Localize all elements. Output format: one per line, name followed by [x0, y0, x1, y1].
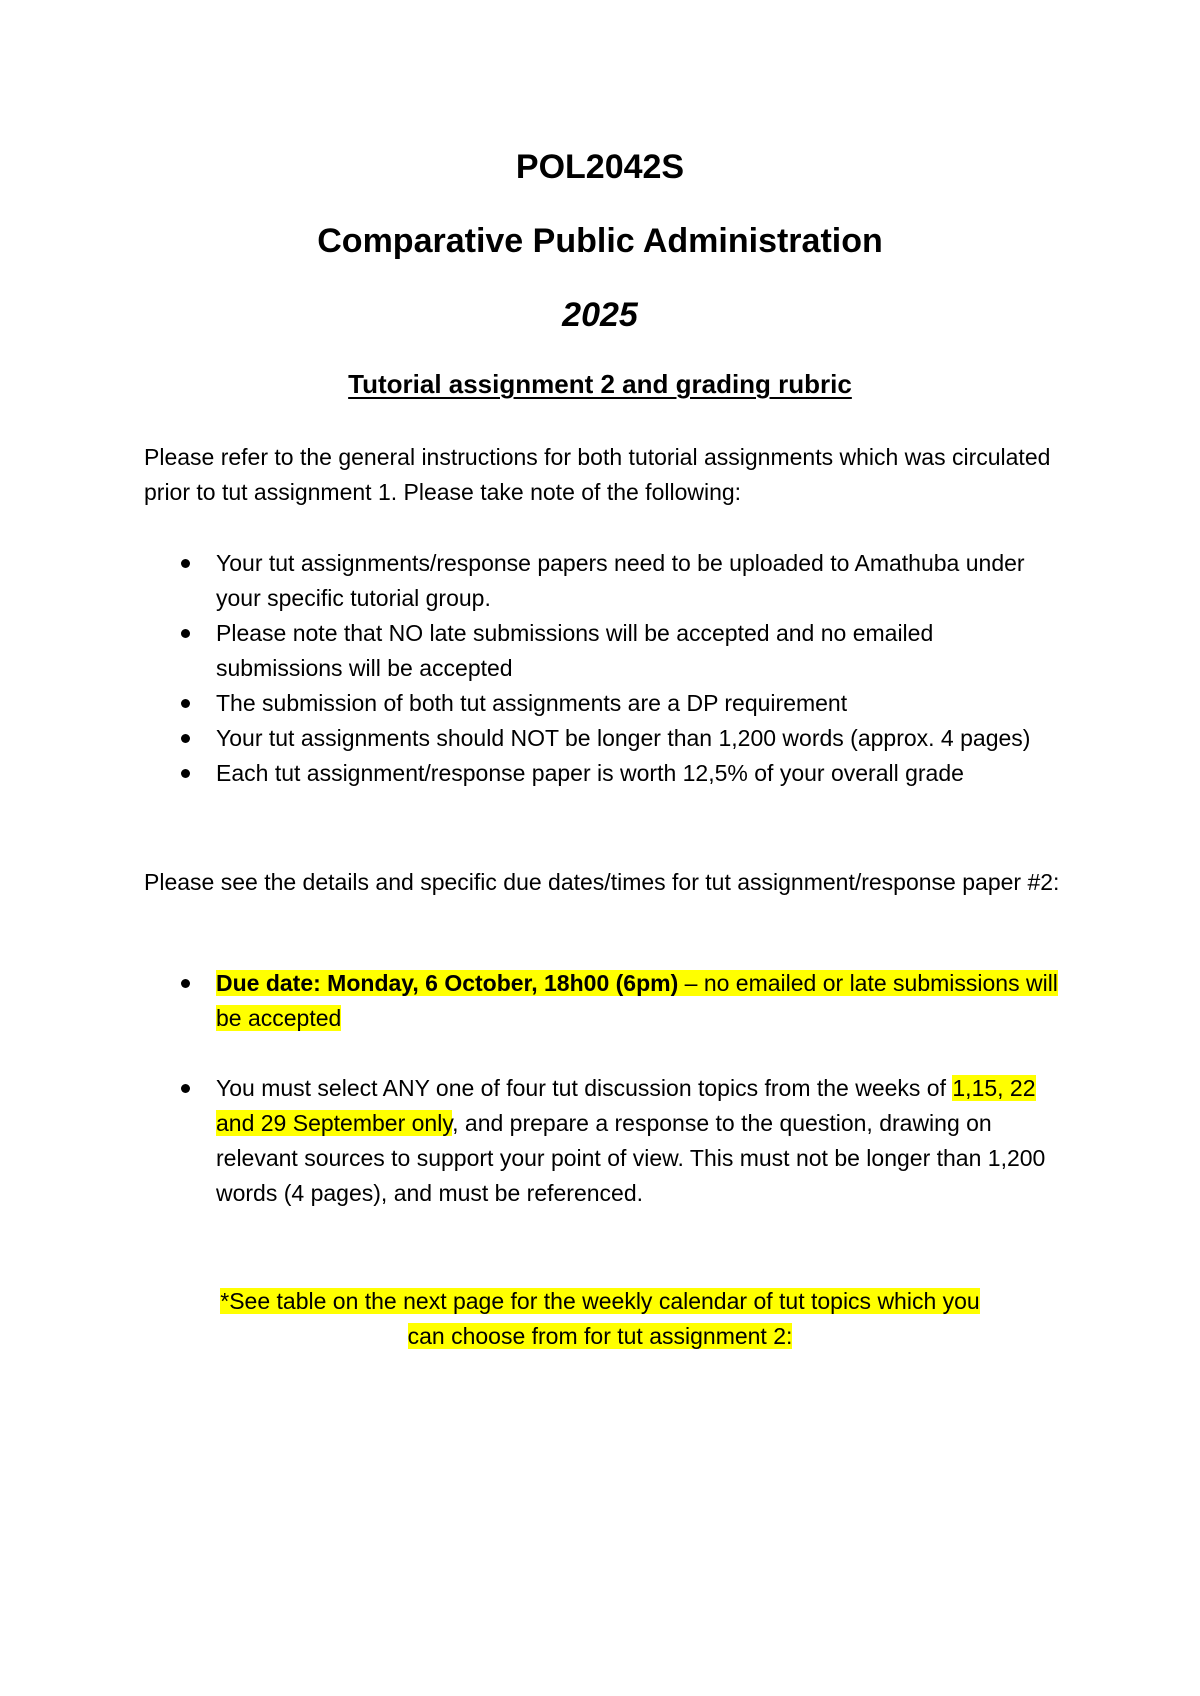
- list-item-text: Please note that NO late submissions will be accepted and no emailed submissions will be accepted: [216, 620, 934, 681]
- bullet-icon: [181, 629, 190, 638]
- due-date-note: – no emailed or late submissions will be accepted: [216, 970, 1058, 1031]
- assignment-title: Tutorial assignment 2 and grading rubric: [348, 369, 852, 399]
- course-code: POL2042S: [515, 148, 685, 186]
- due-date-item: [0, 966, 1066, 1036]
- list-item-text: The submission of both tut assignments are a DP requirement: [216, 690, 848, 716]
- selection-text-before: You must select ANY one of four tut discussion topics from the weeks of: [216, 1075, 953, 1101]
- list-item-text: Each tut assignment/response paper is worth 12,5% of your overall grade: [216, 760, 964, 786]
- due-date-highlight: [216, 970, 1058, 1031]
- course-year: 2025: [562, 296, 638, 334]
- next-page-note-line-2: can choose from for tut assignment 2:: [407, 1323, 793, 1349]
- due-date-label: Due date: Monday, 6 October, 18h00 (6pm): [216, 970, 679, 996]
- list-item: [0, 546, 1066, 616]
- topic-selection-item: [0, 1071, 1066, 1211]
- list-item: [0, 686, 1066, 721]
- intro-paragraph: Please refer to the general instructions for both tutorial assignments which was circulated prior to tut assignment 1. Please take note of the following:: [144, 444, 1051, 505]
- selected-weeks-highlight: 1,15, 22 and 29 September only: [216, 1075, 1036, 1136]
- course-title: Comparative Public Administration: [317, 222, 883, 260]
- bullet-icon: [181, 559, 190, 568]
- bullet-icon: [181, 699, 190, 708]
- due-date-list: [0, 966, 1066, 1036]
- general-instructions-list: [0, 546, 1066, 791]
- list-item-text: Your tut assignments should NOT be longer than 1,200 words (approx. 4 pages): [216, 725, 1031, 751]
- list-item-text: Your tut assignments/response papers need to be uploaded to Amathuba under your specific tutorial group.: [216, 550, 1025, 611]
- details-paragraph: Please see the details and specific due dates/times for tut assignment/response paper #2:: [144, 869, 1060, 895]
- bullet-icon: [181, 734, 190, 743]
- next-page-note: [0, 1284, 1200, 1354]
- list-item: [0, 721, 1066, 756]
- bullet-icon: [181, 769, 190, 778]
- topic-selection-list: [0, 1071, 1066, 1211]
- bullet-icon: [181, 1084, 190, 1093]
- selection-text-after: , and prepare a response to the question, drawing on relevant sources to support your point of view. This must not be longer than 1,200 words (4 pages), and must be referenced.: [216, 1110, 1046, 1206]
- next-page-note-line-1: *See table on the next page for the weekly calendar of tut topics which you: [220, 1288, 980, 1314]
- bullet-icon: [181, 979, 190, 988]
- list-item: [0, 616, 1066, 686]
- list-item: [0, 756, 1066, 791]
